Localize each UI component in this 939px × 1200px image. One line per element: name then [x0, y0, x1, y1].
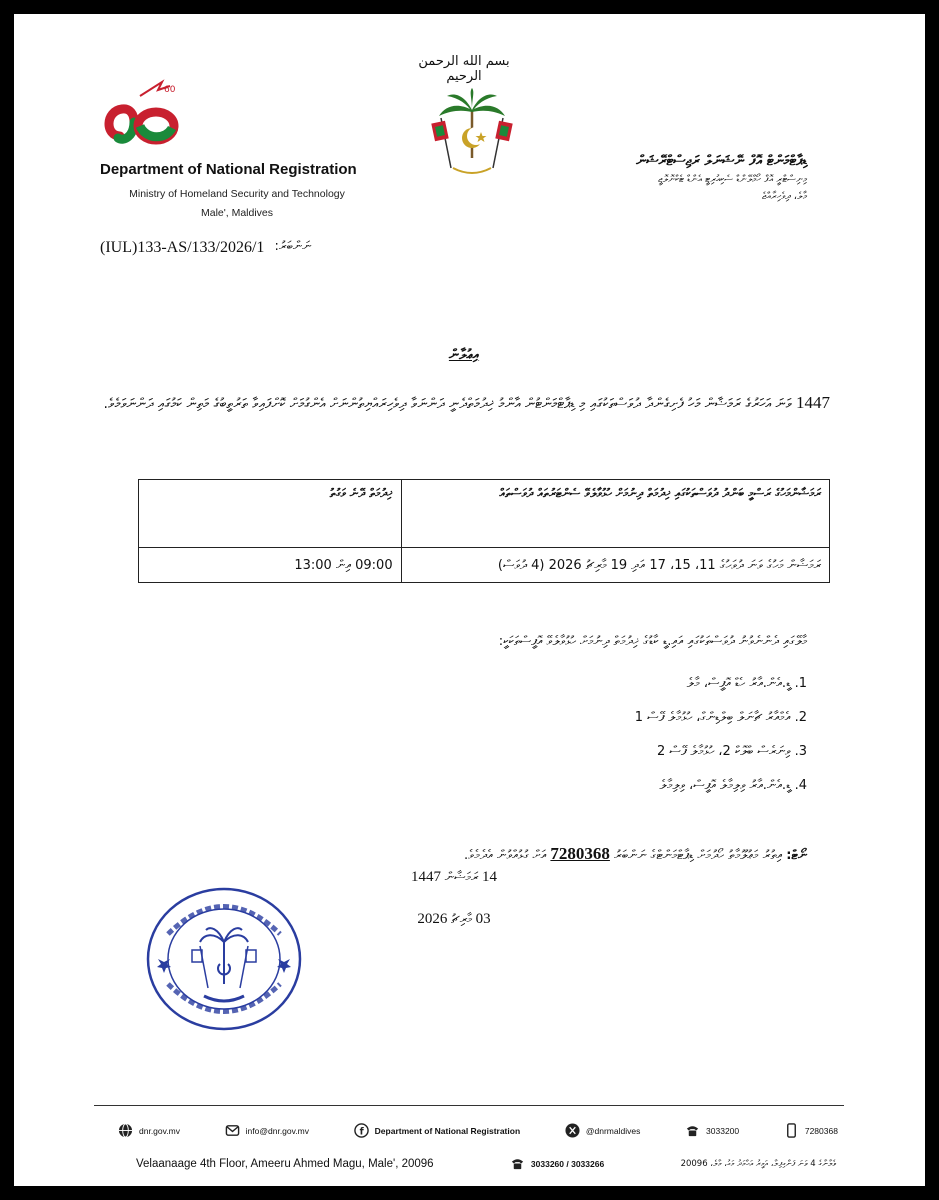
list-item [387, 769, 807, 803]
list-text: ޑީ.އެން.އާރު ހެޑް އޮފީސް، މާލެ [686, 676, 791, 691]
globe-icon [118, 1123, 133, 1138]
reference-number: (IUL)133-AS/133/2026/1 [100, 239, 265, 256]
note-phone: 7280368 [550, 844, 610, 863]
table-row [139, 548, 830, 583]
department-title-en: Department of National Registration [100, 161, 357, 178]
bismillah-calligraphy: بسم الله الرحمن الرحيم [418, 54, 510, 84]
footer-phone[interactable] [685, 1123, 739, 1138]
hijri-year: 1447 [410, 869, 441, 885]
paragraph-year: 1447 [796, 393, 830, 412]
ministry-name-en: Ministry of Homeland Security and Technology [129, 188, 345, 200]
address-en: Velaanaage 4th Floor, Ameeru Ahmed Magu, Male', 20096 [136, 1157, 434, 1170]
table-header-days: ރަމަޟާންމަހުގެ ރަސްމީ ބަންދު ދުވަސްތަކުގައި ޚިދުމަތް ދިނުމަށް ހުޅުވާލެވޭ ސެންޓަރުތައް ދުވަސްތައް [401, 480, 829, 548]
national-emblem [427, 88, 517, 188]
list-item [387, 701, 807, 735]
footer-divider [94, 1105, 844, 1106]
note-text-before: އިތުރު މަޢުލޫމާތު ހޯދުމަށް ޑިޕާޓްމަންޓްގެ ނަންބަރު [614, 848, 783, 863]
list-number: 4. [794, 778, 807, 793]
footer-address [136, 1156, 836, 1171]
schedule-table [138, 479, 830, 583]
table-header-time: ޚިދުމަތް ދޭނެ ވަގުތު [139, 480, 402, 548]
footer-fax [510, 1156, 604, 1171]
address-dv: ވެލާނާގެ 4 ވަނަ ފަންގިފިލާ، އަމީރު އަޙްމަދު މަގު، މާލެ، 20096 [680, 1158, 836, 1169]
department-title-dv: ޑިޕާޓްމަންޓް އޮފް ނޭޝަނަލް ރަޖިސްޓްރޭޝަން [636, 153, 807, 169]
footer-x[interactable] [565, 1123, 640, 1138]
x-icon [565, 1123, 580, 1138]
fax-text: 3033260 / 3033266 [530, 1158, 605, 1169]
x-handle-text: @dnrmaldives [585, 1125, 641, 1136]
city-en: Male', Maldives [200, 207, 274, 219]
footer-website[interactable] [118, 1123, 180, 1138]
reference-label: ނަންބަރު: [274, 239, 312, 254]
fax-icon [510, 1156, 525, 1171]
phone-text: 3033200 [706, 1125, 740, 1136]
note-text-after: އަށް ގުޅުއްވުން އެދެމެވެ. [464, 848, 547, 863]
telephone-icon [685, 1123, 700, 1138]
table-cell-time: 09:00 އިން 13:00 [139, 548, 402, 583]
independence-60-logo [100, 76, 190, 166]
list-number: 1. [794, 676, 807, 691]
note-line [464, 844, 807, 864]
hijri-month: ރަމަޟާން [444, 870, 479, 885]
table-cell-days: ރަމަޟާން މަހުގެ ވަނަ ދުވަހުގެ 11، 15، 17 އަދި 19 މާރިޗު 2026 (4 ދުވަސް) [401, 548, 829, 583]
footer-contacts [118, 1123, 838, 1138]
hijri-day: 14 [482, 869, 498, 885]
letter-page [14, 14, 925, 1186]
ministry-name-dv: މިނިސްޓްރީ އޮފް ހޯމްލޭންޑް ސެކިއުރިޓީ އެންޑް ޓެކްނޮލޮޖީ [658, 174, 807, 185]
city-dv: މާލެ، ދިވެހިރާއްޖެ [761, 191, 807, 202]
centers-list [387, 667, 807, 803]
facebook-icon [354, 1123, 369, 1138]
greg-day: 03 [475, 911, 491, 927]
hijri-date [374, 869, 534, 886]
list-number: 3. [794, 744, 807, 759]
list-text: ޑީ.އެން.އާރު ވިލިމާލެ އޮފީސް، ވިލިމާލެ [659, 778, 791, 793]
greg-year: 2026 [417, 911, 448, 927]
footer-email[interactable] [225, 1123, 309, 1138]
mobile-phone-icon [784, 1123, 799, 1138]
footer-facebook[interactable] [354, 1123, 520, 1138]
list-text: ވިނަރެސް ބްލޮކް 2، ހުޅުމާލެ ފޭސް 2 [656, 744, 791, 759]
list-number: 2. [794, 710, 807, 725]
svg-text:f: f [359, 1126, 364, 1138]
list-item [387, 667, 807, 701]
reference-line [100, 239, 390, 257]
gregorian-date [374, 911, 534, 928]
svg-text:60: 60 [164, 85, 176, 95]
note-label: ނޯޓް: [786, 848, 807, 863]
greg-month: މާރިޗު [451, 912, 472, 927]
notice-paragraph [100, 386, 830, 421]
official-seal-stamp [144, 884, 304, 1034]
email-text: info@dnr.gov.mv [245, 1125, 309, 1136]
table-header-row [139, 480, 830, 548]
centers-intro: މާލޭގައި ދެންނެވުނު ދުވަސްތަކުގައި އައި.ޑީ ކާޑުގެ ޚިދުމަތް ދިނުމަށް ހުޅުވާލެވޭ އޮފީސްތަކަކީ: [498, 634, 807, 649]
facebook-text: Department of National Registration [374, 1125, 521, 1136]
notice-heading: އިޢުލާން [448, 347, 480, 363]
footer-mobile[interactable] [784, 1123, 838, 1138]
mail-icon [225, 1123, 240, 1138]
list-item [387, 735, 807, 769]
list-text: އެމްއާރު ޗާނަލް ބިލްޑިންގް، ހުޅުމާލެ ފޭސް 1 [634, 710, 791, 725]
paragraph-text: ވަނަ އަހަރުގެ ރަމަޟާން މަހު ފެށިގެންދާ ދުވަސްތަކުގައި މި ޑިޕާޓްމަންޓުން އާންމު ޚިދުމަތްދެނީ ދަންނަވާ ދިވެހިރައްޔިތުންނަށް އެންގުމަށް ކޮށްފައިވާ ތަރުތީބުގެ މަތިން ކަމުގައި ދަންނަވަމެވެ. [103, 396, 792, 412]
website-text: dnr.gov.mv [139, 1125, 180, 1136]
mobile-text: 7280368 [804, 1125, 838, 1136]
